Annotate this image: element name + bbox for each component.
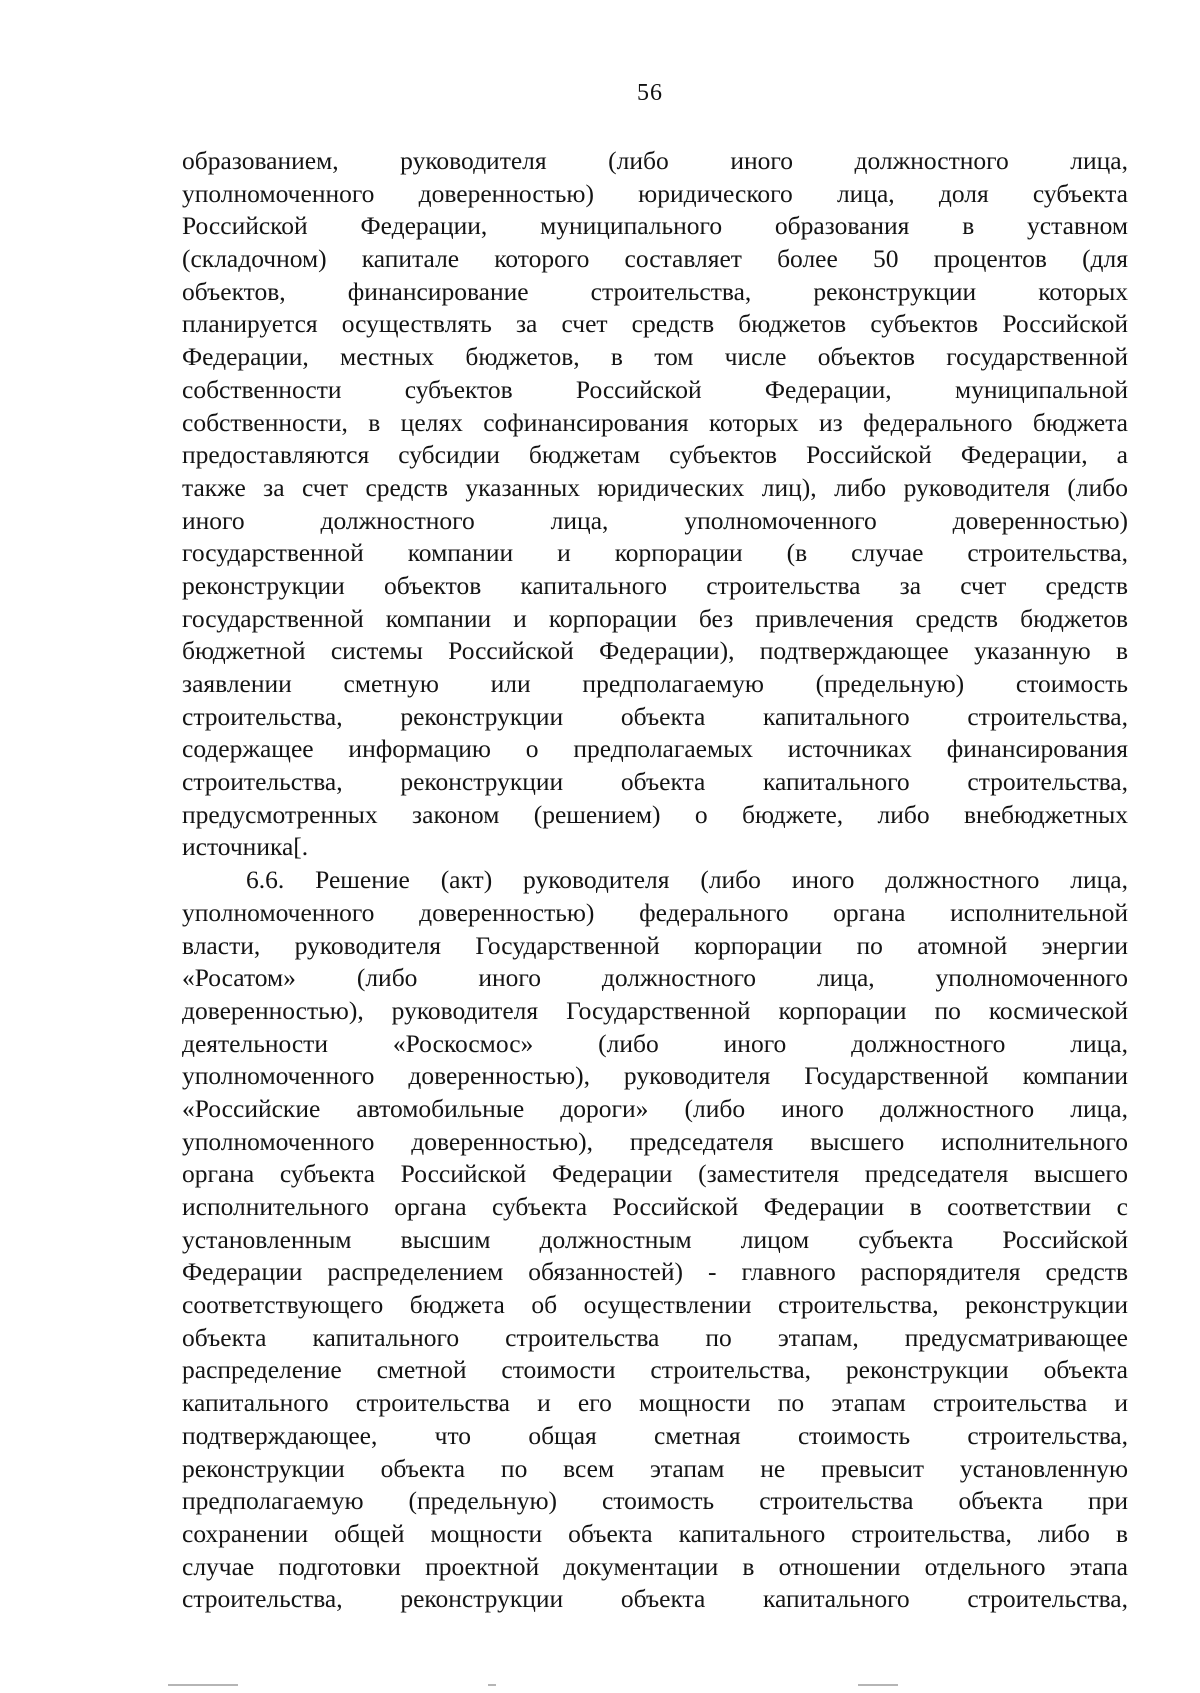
text-line: собственности субъектов Российской Федерации, муниципальной xyxy=(182,374,1128,404)
page-number: 56 xyxy=(637,80,663,106)
text-line: заявлении сметную или предполагаемую (предельную) стоимость xyxy=(182,669,1128,698)
text-line: объекта капитального строительства по этапам, предусматривающее xyxy=(182,1322,1128,1352)
text-line: образованием, руководителя (либо иного должностного лица, xyxy=(182,146,1128,175)
text-line: иного должностного лица, уполномоченного доверенностью) xyxy=(182,505,1128,535)
text-line: реконструкции объекта по всем этапам не превысит установленную xyxy=(182,1453,1128,1483)
text-line: случае подготовки проектной документации в отношении отдельного этапа xyxy=(182,1551,1128,1581)
text-line: уполномоченного доверенностью), председателя высшего исполнительного xyxy=(182,1126,1128,1156)
text-line: объектов, финансирование строительства, реконструкции которых xyxy=(182,276,1128,306)
text-line: уполномоченного доверенностью), руководителя Государственной компании xyxy=(182,1061,1128,1091)
text-line: соответствующего бюджета об осуществлении строительства, реконструкции xyxy=(182,1290,1128,1320)
text-line: государственной компании и корпорации без привлечения средств бюджетов xyxy=(182,603,1128,633)
text-line: строительства, реконструкции объекта капитального строительства, xyxy=(182,767,1128,797)
text-line: содержащее информацию о предполагаемых источниках финансирования xyxy=(182,734,1128,764)
text-line: реконструкции объектов капитального строительства за счет средств xyxy=(182,570,1128,600)
text-line: государственной компании и корпорации (в случае строительства, xyxy=(182,538,1128,568)
text-line: строительства, реконструкции объекта капитального строительства, xyxy=(182,701,1128,731)
text-line: предусмотренных законом (решением) о бюджете, либо внебюджетных xyxy=(182,799,1128,829)
text-line: установленным высшим должностным лицом субъекта Российской xyxy=(182,1224,1128,1254)
scan-artifact xyxy=(858,1684,898,1686)
text-line: власти, руководителя Государственной корпорации по атомной энергии xyxy=(182,930,1128,960)
text-line: строительства, реконструкции объекта капитального строительства, xyxy=(182,1584,1128,1614)
text-line: источника[. xyxy=(182,832,309,862)
text-line: деятельности «Роскосмос» (либо иного должностного лица, xyxy=(182,1028,1128,1058)
text-line: предоставляются субсидии бюджетам субъектов Российской Федерации, а xyxy=(182,440,1128,470)
text-line: бюджетной системы Российской Федерации), подтверждающее указанную в xyxy=(182,636,1128,666)
text-line: «Росатом» (либо иного должностного лица, уполномоченного xyxy=(182,963,1128,993)
text-line: капитального строительства и его мощности по этапам строительства и xyxy=(182,1388,1128,1418)
text-line: планируется осуществлять за счет средств бюджетов субъектов Российской xyxy=(182,309,1128,339)
text-line: Российской Федерации, муниципального образования в уставном xyxy=(182,211,1128,241)
text-line: исполнительного органа субъекта Российской Федерации в соответствии с xyxy=(182,1192,1128,1221)
paragraph-first-line: 6.6. Решение (акт) руководителя (либо иного должностного лица, xyxy=(246,865,1128,895)
text-line: (складочном) капитале которого составляет более 50 процентов (для xyxy=(182,244,1128,274)
text-line: Федерации, местных бюджетов, в том числе объектов государственной xyxy=(182,342,1128,372)
text-line: подтверждающее, что общая сметная стоимость строительства, xyxy=(182,1420,1128,1450)
text-line: предполагаемую (предельную) стоимость строительства объекта при xyxy=(182,1486,1128,1516)
text-line: Федерации распределением обязанностей) - главного распорядителя средств xyxy=(182,1257,1128,1287)
text-line: «Российские автомобильные дороги» (либо иного должностного лица, xyxy=(182,1093,1128,1123)
text-line: собственности, в целях софинансирования которых из федерального бюджета xyxy=(182,407,1128,437)
text-line: распределение сметной стоимости строительства, реконструкции объекта xyxy=(182,1355,1128,1385)
scan-artifact xyxy=(168,1684,238,1686)
text-line: сохранении общей мощности объекта капитального строительства, либо в xyxy=(182,1518,1128,1548)
text-line: уполномоченного доверенностью) федерального органа исполнительной xyxy=(182,897,1128,927)
scan-artifact xyxy=(488,1684,496,1686)
text-line: органа субъекта Российской Федерации (заместителя председателя высшего xyxy=(182,1159,1128,1189)
text-line: также за счет средств указанных юридических лиц), либо руководителя (либо xyxy=(182,472,1128,502)
text-line: доверенностью), руководителя Государственной корпорации по космической xyxy=(182,995,1128,1025)
document-body-text xyxy=(182,145,1128,1616)
text-line: уполномоченного доверенностью) юридического лица, доля субъекта xyxy=(182,178,1128,208)
